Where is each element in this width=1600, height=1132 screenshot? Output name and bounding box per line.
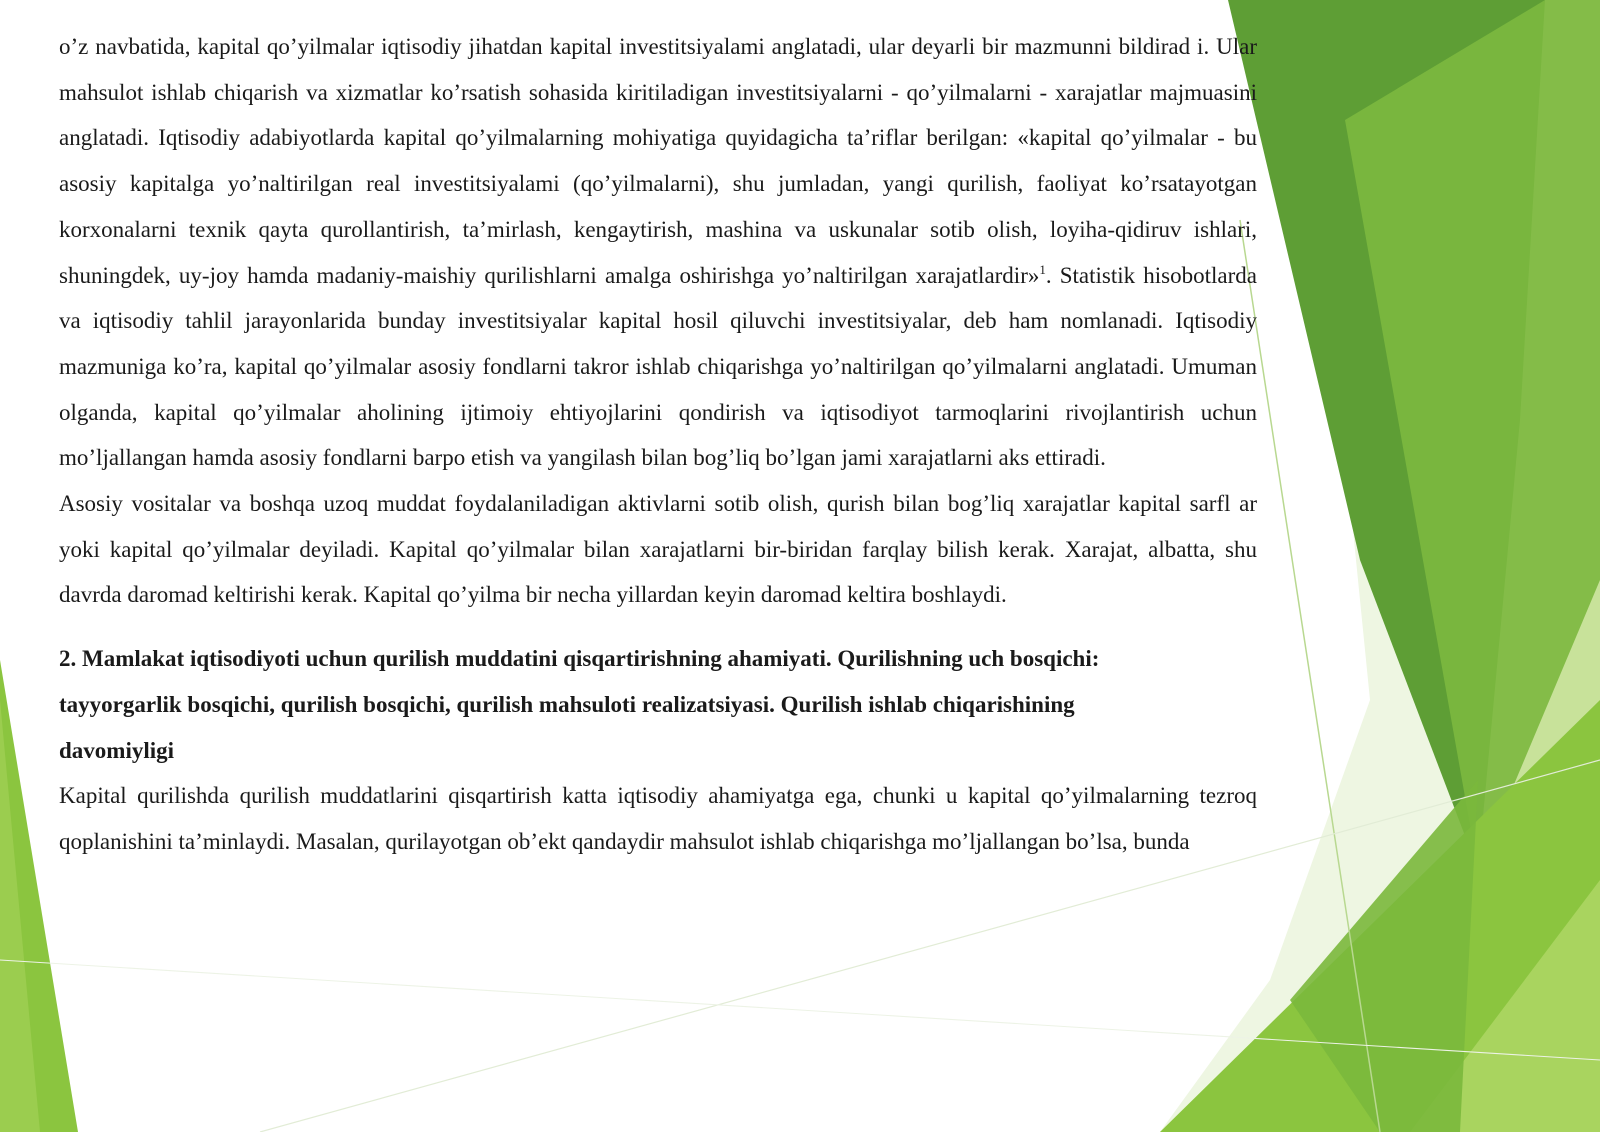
document-body [59,24,1257,865]
section-heading: 2. Mamlakat iqtisodiyoti uchun qurilish muddatini qisqartirishning ahamiyati. Qurilishning uch bosqichi: tayyorgarlik bosqichi, qurilish bosqichi, qurilish mahsuloti realizatsiyasi. Qurilish ishlab chiqarishining davomiyligi [59,646,1100,763]
paragraph-capital-expenditures: Asosiy vositalar va boshqa uzoq muddat foydalaniladigan aktivlarni sotib olish, qurish bilan bog’liq xarajatlar kapital sarfl ar yoki kapital qo’yilmalar deyiladi. Kapital qo’yilmalar bilan xarajatlarni bir-biridan farqlay bilish kerak. Xarajat, albatta, shu davrda daromad keltirishi kerak. Kapital qo’yilma bir necha yillardan keyin daromad keltira boshlaydi. [59,491,1257,608]
paragraph-construction-terms: Kapital qurilishda qurilish muddatlarini qisqartirish katta iqtisodiy ahamiyatga ega, chunki u kapital qo’yilmalarning tezroq qoplanishini ta’minlaydi. Masalan, qurilayotgan ob’ekt qandaydir mahsulot ishlab chiqarishga mo’ljallangan bo’lsa, bunda [59,783,1257,854]
paragraph-text: o’z navbatida, kapital qo’yilmalar iqtisodiy jihatdan kapital investitsiyalami anglatadi, ular deyarli bir mazmunni bildirad i. Ular mahsulot ishlab chiqarish va xizmatlar ko’rsatish sohasida kiritiladigan investitsiyalarni - qo’yilmalarni - xarajatlar majmuasini anglatadi. Iqtisodiy adabiyotlarda kapital qo’yilmalarning mohiyatiga quyidagicha ta’riflar berilgan: «kapital qo’yilmalar - bu asosiy kapitalga yo’naltirilgan real investitsiyalami (qo’yilmalarni), shu jumladan, yangi qurilish, faoliyat ko’rsatayotgan korxonalarni texnik qayta qurollantirish, ta’mirlash, kengaytirish, mashina va uskunalar sotib olish, loyiha-qidiruv ishlari, shuningdek, uy-joy hamda madaniy-maishiy qurilishlarni amalga oshirishga yo’naltirilgan xarajatlardir» [59,34,1257,288]
paragraph-capital-investments [59,24,1257,481]
footnote-mark: 1 [1039,261,1046,277]
paragraph-text: . Statistik hisobotlarda va iqtisodiy tahlil jarayonlarida bunday investitsiyalar kapital hosil qiluvchi investitsiyalar, deb ham nomlanadi. Iqtisodiy mazmuniga ko’ra, kapital qo’yilmalar asosiy fondlarni takror ishlab chiqarishga yo’naltirilgan qo’yilmalarni anglatadi. Umuman olganda, kapital qo’yilmalar aholining ijtimoiy ehtiyojlarini qondirish va iqtisodiyot tarmoqlarini rivojlantirish uchun mo’ljallangan hamda asosiy fondlarni barpo etish va yangilash bilan bog’liq bo’lgan jami xarajatlarni aks ettiradi. [59,262,1257,471]
